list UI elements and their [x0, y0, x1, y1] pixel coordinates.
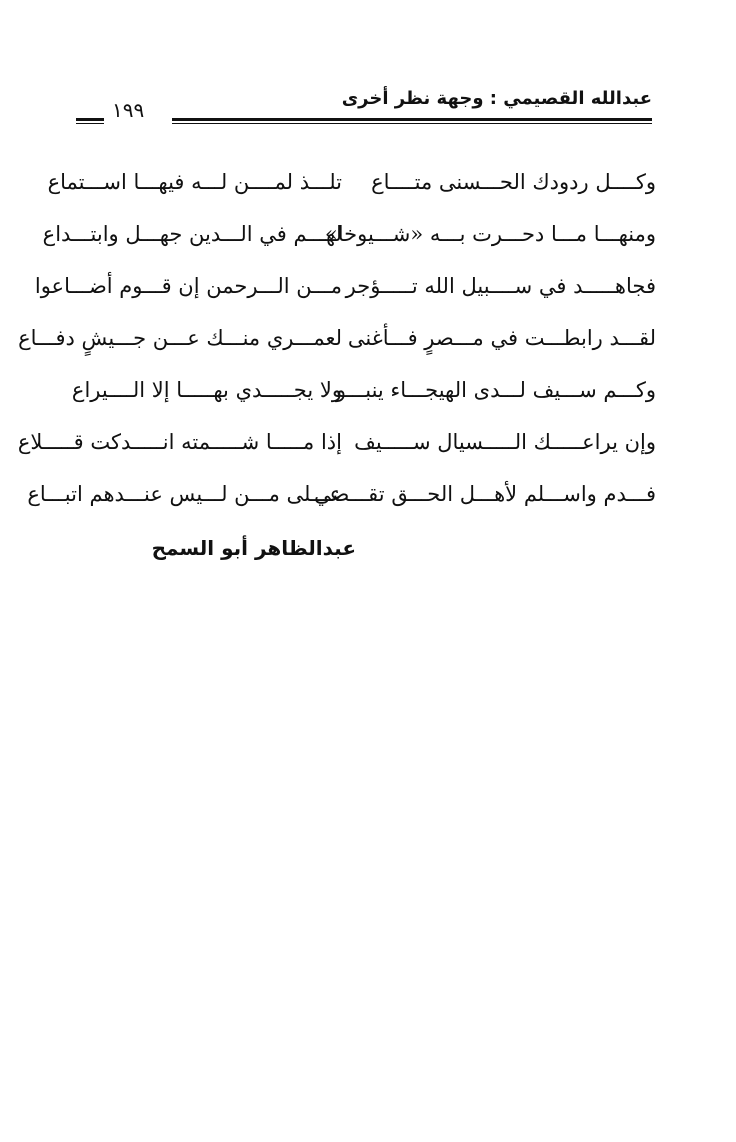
- verse-second-hemistich: لعمـــري منـــك عـــن جـــيشٍ دفـــاع: [18, 326, 342, 350]
- verse: [47, 160, 656, 212]
- running-title: عبدالله القصيمي : وجهة نظر أخرى: [341, 88, 652, 109]
- verse-first-hemistich: ومنهـــا مـــا دحـــرت بـــه «شـــيوخا»: [324, 222, 656, 246]
- verse: [71, 368, 656, 420]
- header-rule-thick: [172, 118, 652, 121]
- page-header: [0, 0, 736, 130]
- verse-second-hemistich: ولا يجـــــدي بهـــــا إلا الــــيراع: [71, 378, 342, 402]
- verse: [34, 264, 656, 316]
- page-number: ١٩٩: [112, 98, 145, 122]
- page-number-rule-thin: [76, 123, 104, 124]
- verse: [17, 420, 656, 472]
- verse: [27, 472, 656, 524]
- verse-first-hemistich: فـــدم واســـلم لأهـــل الحـــق تقـــضي: [314, 482, 656, 506]
- verse: [42, 212, 656, 264]
- verse-first-hemistich: فجاهـــــد في ســــبيل الله تـــــؤجر: [345, 274, 656, 298]
- verse-first-hemistich: وإن يراعـــــك الـــــسيال ســـــيف: [354, 430, 656, 454]
- verse-second-hemistich: عـــلى مـــن لـــيس عنـــدهم اتبـــاع: [27, 482, 342, 506]
- verse-first-hemistich: وكــــل ردودك الحـــسنى متــــاع: [371, 170, 656, 194]
- page-number-rule-thick: [76, 118, 104, 121]
- header-rule-thin: [172, 123, 652, 124]
- verse-second-hemistich: تلـــذ لمــــن لـــه فيهـــا اســـتماع: [47, 170, 342, 194]
- verse-first-hemistich: وكـــم ســـيف لـــدى الهيجـــاء ينبـــو: [335, 378, 656, 402]
- poet-signature: عبدالظاهر أبو السمح: [151, 536, 356, 560]
- verse-second-hemistich: مـــن الـــرحمن إن قـــوم أضـــاعوا: [34, 274, 342, 298]
- verse: [18, 316, 656, 368]
- verse-second-hemistich: لهـــم في الـــدين جهـــل وابتـــداع: [42, 222, 342, 246]
- verse-first-hemistich: لقـــد رابطـــت في مـــصرٍ فـــأغنى: [347, 326, 656, 350]
- poem: [17, 160, 656, 524]
- verse-second-hemistich: إذا مـــــا شـــــمته انـــــدكت قـــــلاع: [17, 430, 342, 454]
